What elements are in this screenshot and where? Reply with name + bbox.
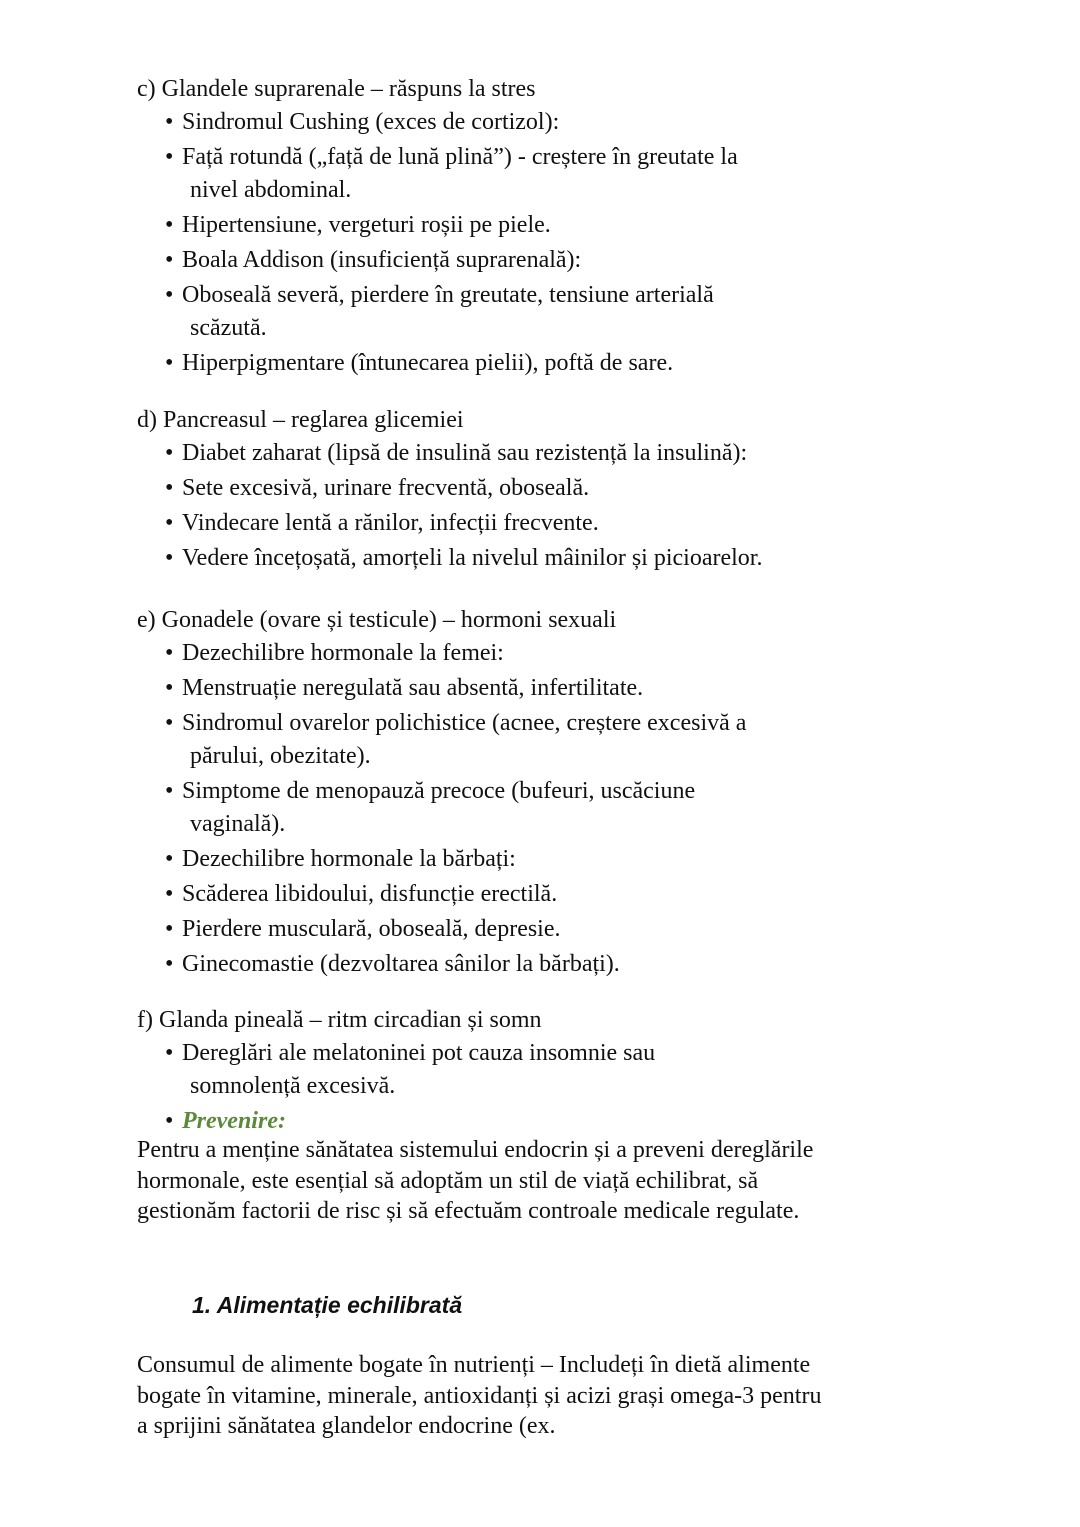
section-adrenal <box>137 74 857 380</box>
list-item <box>165 472 857 505</box>
list-item <box>165 843 857 876</box>
list-item-text: Scăderea libidoului, disfuncție erectilă. <box>182 881 558 907</box>
list-item-text: Dezechilibre hormonale la bărbați: <box>182 846 516 872</box>
list-item-text: Sete excesivă, urinare frecventă, oboseală. <box>182 475 590 501</box>
list-item <box>165 672 857 705</box>
list-item-continuation: părului, obezitate). <box>190 743 371 769</box>
bullet-list <box>137 1037 857 1138</box>
list-item-text: Menstruație neregulată sau absentă, infertilitate. <box>182 675 644 701</box>
list-item <box>165 637 857 670</box>
list-item-text: Hipertensiune, vergeturi roșii pe piele. <box>182 212 551 238</box>
heading-balanced-diet: 1. Alimentație echilibrată <box>192 1292 463 1318</box>
list-item-text: Față rotundă („față de lună plină”) - creștere în greutate la <box>182 144 738 170</box>
list-item <box>165 244 857 277</box>
nutrition-paragraph: Consumul de alimente bogate în nutrienți – Includeți în dietă alimente bogate în vitamine, minerale, antioxidanți și acizi grași omega-3 pentru a sprijini sănătatea glandelor endocrine (ex. <box>137 1352 822 1439</box>
list-item <box>165 948 857 981</box>
list-item <box>165 775 857 841</box>
list-item-text: Ginecomastie (dezvoltarea sânilor la bărbați). <box>182 951 620 977</box>
list-item-continuation: scăzută. <box>190 315 267 341</box>
list-item-text: Dezechilibre hormonale la femei: <box>182 640 504 666</box>
list-item <box>165 347 857 380</box>
section-title: e) Gonadele (ovare și testicule) – hormoni sexuali <box>137 607 617 633</box>
list-item-continuation: somnolență excesivă. <box>190 1073 396 1099</box>
list-item <box>165 106 857 139</box>
list-item-text: Simptome de menopauză precoce (bufeuri, uscăciune <box>182 778 696 804</box>
section-title: c) Glandele suprarenale – răspuns la stres <box>137 76 536 102</box>
list-item-text: Dereglări ale melatoninei pot cauza insomnie sau <box>182 1040 656 1066</box>
list-item-text: Hiperpigmentare (întunecarea pielii), poftă de sare. <box>182 350 674 376</box>
list-item-text: Vedere încețoșată, amorțeli la nivelul mâinilor și picioarelor. <box>182 545 763 571</box>
prevention-label: Prevenire: <box>182 1108 286 1134</box>
list-item-text: Pierdere musculară, oboseală, depresie. <box>182 916 561 942</box>
section-title: d) Pancreasul – reglarea glicemiei <box>137 407 464 433</box>
list-item <box>165 878 857 911</box>
list-item-text: Vindecare lentă a rănilor, infecții frecvente. <box>182 510 599 536</box>
list-item <box>165 507 857 540</box>
list-item <box>165 437 857 470</box>
list-item-text: Sindromul Cushing (exces de cortizol): <box>182 109 560 135</box>
list-item <box>165 141 857 207</box>
list-item <box>165 542 857 575</box>
list-item-text: Boala Addison (insuficiență suprarenală): <box>182 247 582 273</box>
section-gonads <box>137 605 857 981</box>
list-item-text: Oboseală severă, pierdere în greutate, tensiune arterială <box>182 282 714 308</box>
prevention-paragraph: Pentru a menține sănătatea sistemului endocrin și a preveni dereglările hormonale, este esențial să adoptăm un stil de viață echilibrat, să gestionăm factorii de risc și să efectuăm controale medicale regulate. <box>137 1137 814 1224</box>
section-pancreas <box>137 405 857 575</box>
list-item <box>165 209 857 242</box>
list-item <box>165 707 857 773</box>
bullet-list <box>137 437 857 575</box>
list-item-text: Diabet zaharat (lipsă de insulină sau rezistență la insulină): <box>182 440 748 466</box>
list-item <box>165 913 857 946</box>
list-item-continuation: vaginală). <box>190 811 286 837</box>
list-item-text: Sindromul ovarelor polichistice (acnee, creștere excesivă a <box>182 710 747 736</box>
list-item <box>165 279 857 345</box>
section-title: f) Glanda pineală – ritm circadian și somn <box>137 1007 542 1033</box>
list-item-continuation: nivel abdominal. <box>190 177 352 203</box>
list-item <box>165 1037 857 1103</box>
bullet-list <box>137 637 857 981</box>
section-pineal <box>137 1005 857 1138</box>
bullet-list <box>137 106 857 380</box>
list-item-prevention <box>165 1105 857 1138</box>
